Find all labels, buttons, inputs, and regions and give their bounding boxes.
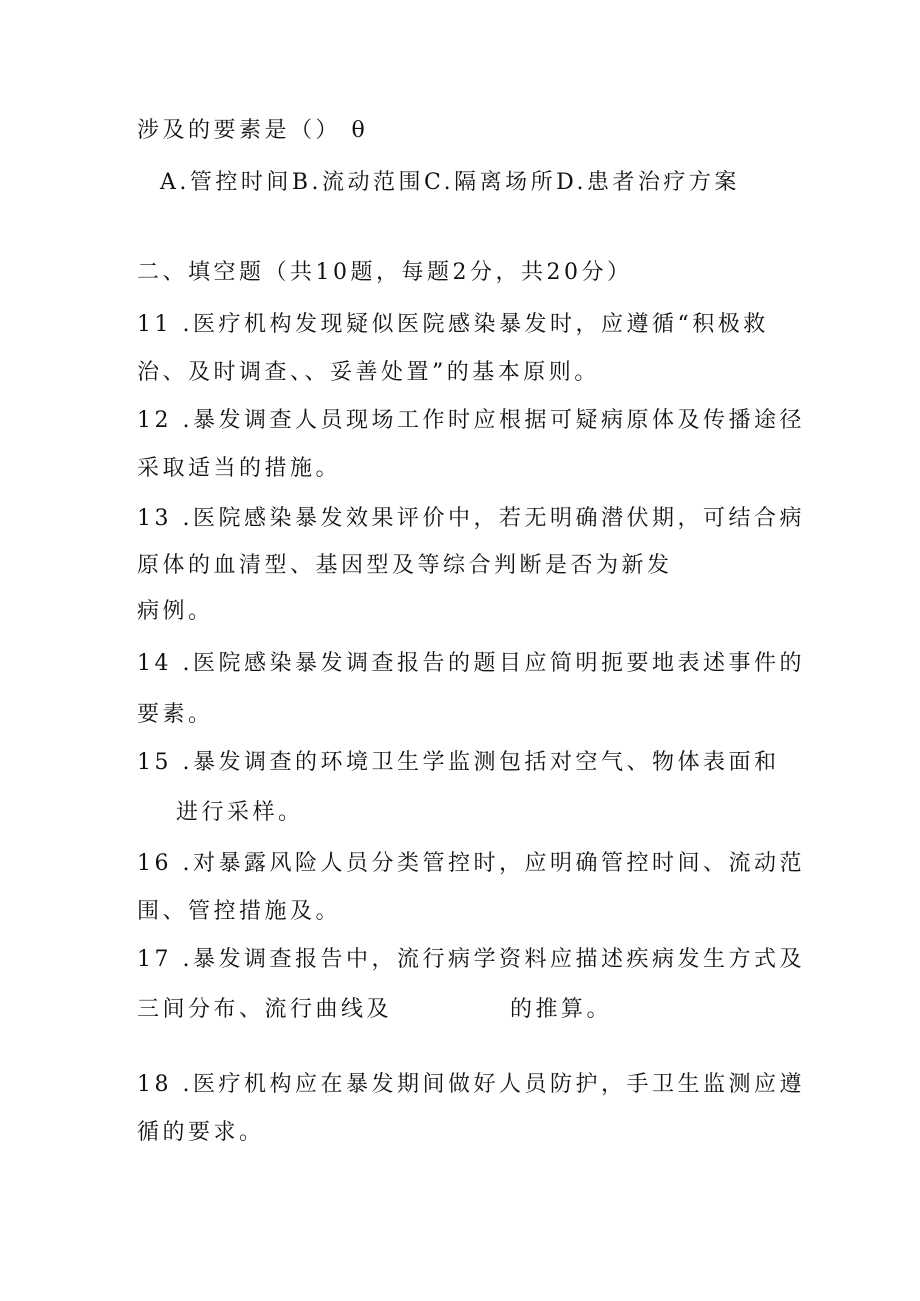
- question-line: 13 .医院感染暴发效果评价中，若无明确潜伏期，可结合病: [137, 506, 805, 531]
- question-line: 18 .医疗机构应在暴发期间做好人员防护，手卫生监测应遵: [137, 1072, 805, 1097]
- question-line: 循的要求。: [137, 1120, 265, 1145]
- question-line: 要素。: [137, 702, 214, 727]
- question-text-before-blank: 三间分布、流行曲线及: [137, 997, 393, 1022]
- question-line: 15 .暴发调查的环境卫生学监测包括对空气、物体表面和: [137, 750, 780, 775]
- question-line: 围、管控措施及。: [137, 899, 342, 924]
- previous-question-tail: 涉及的要素是（） θ: [137, 118, 369, 143]
- question-line: 治、及时调查、、妥善处置”的基本原则。: [137, 360, 600, 385]
- question-line: 16 .对暴露风险人员分类管控时，应明确管控时间、流动范: [137, 851, 805, 876]
- question-line-with-blank: [137, 995, 612, 1025]
- question-line: 原体的血清型、基因型及等综合判断是否为新发: [137, 553, 673, 578]
- question-line: 14 .医院感染暴发调查报告的题目应简明扼要地表述事件的: [137, 651, 805, 676]
- question-line: 病例。: [137, 599, 214, 624]
- question-text-after-blank: 的推算。: [510, 997, 613, 1022]
- section-heading: 二、填空题（共10题，每题2分，共20分）: [137, 260, 633, 285]
- question-line: 11 .医疗机构发现疑似医院感染暴发时，应遵循“积极救: [137, 312, 769, 337]
- question-line: 17 .暴发调查报告中，流行病学资料应描述疾病发生方式及: [137, 947, 805, 972]
- previous-question-options: A.管控时间B.流动范围C.隔离场所D.患者治疗方案: [160, 170, 740, 195]
- question-line: 采取适当的措施。: [137, 456, 342, 481]
- question-line: 12 .暴发调查人员现场工作时应根据可疑病原体及传播途径: [137, 408, 805, 433]
- question-line: 进行采样。: [176, 800, 304, 825]
